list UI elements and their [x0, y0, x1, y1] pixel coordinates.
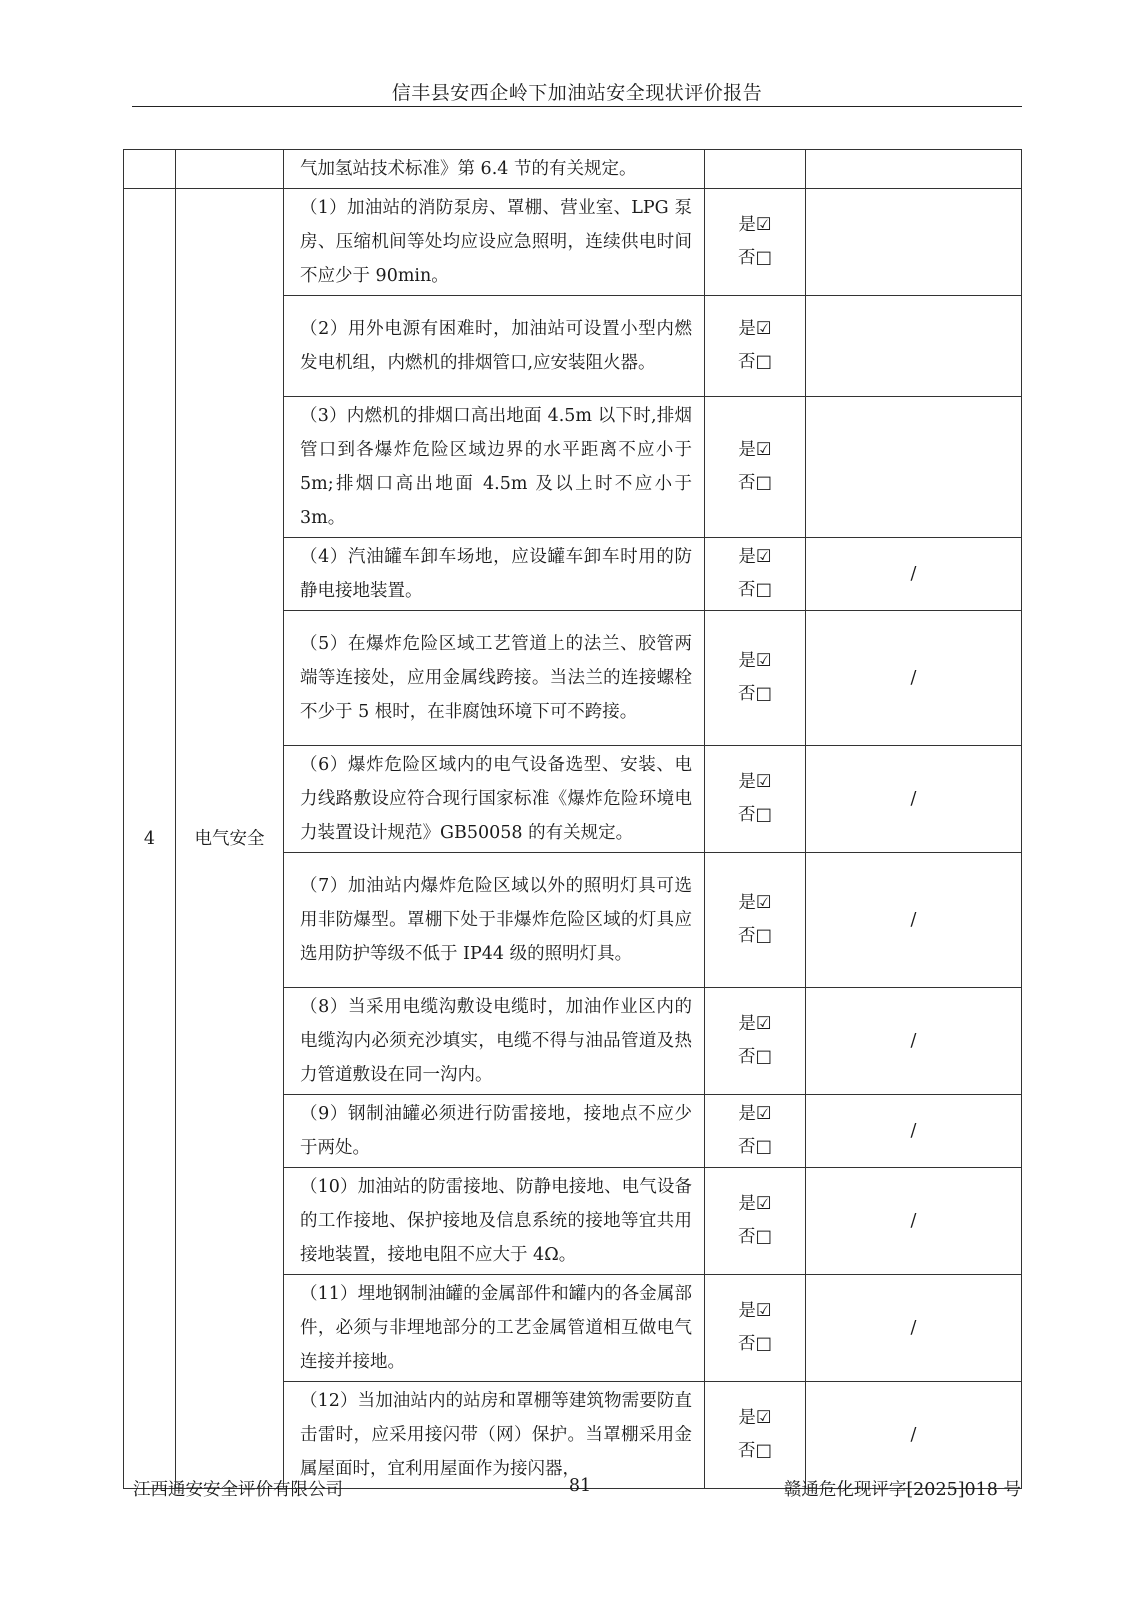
no-checkbox: 否□	[737, 1137, 773, 1157]
yes-checkbox: 是☑	[738, 1194, 772, 1214]
section-number: 4	[124, 189, 176, 1489]
yes-checkbox: 是☑	[738, 772, 772, 792]
yes-checkbox: 是☑	[738, 1014, 772, 1034]
footer-report-code: 赣通危化现评字[2025]018 号	[783, 1480, 1021, 1500]
yes-checkbox: 是☑	[738, 651, 772, 671]
yes-checkbox: 是☑	[738, 893, 772, 913]
check-content: （5）在爆炸危险区域工艺管道上的法兰、胶管两端等连接处，应用金属线跨接。当法兰的连接螺栓不少于 5 根时，在非腐蚀环境下可不跨接。	[284, 611, 705, 746]
remark-cell: /	[806, 1095, 1022, 1168]
result-cell	[705, 397, 806, 538]
remark-cell: /	[806, 1168, 1022, 1275]
category-cell	[176, 150, 284, 189]
no-checkbox: 否□	[737, 1227, 773, 1247]
result-cell	[705, 150, 806, 189]
page-header-title: 信丰县安西企岭下加油站安全现状评价报告	[391, 82, 763, 104]
check-content: （7）加油站内爆炸危险区域以外的照明灯具可选用非防爆型。罩棚下处于非爆炸危险区域的灯具应选用防护等级不低于 IP44 级的照明灯具。	[284, 853, 705, 988]
check-content: 气加氢站技术标准》第 6.4 节的有关规定。	[284, 150, 705, 189]
evaluation-table	[123, 149, 1022, 1489]
remark-cell: /	[806, 1275, 1022, 1382]
yes-checkbox: 是☑	[738, 547, 772, 567]
yes-checkbox: 是☑	[738, 1104, 772, 1124]
check-content: （10）加油站的防雷接地、防静电接地、电气设备的工作接地、保护接地及信息系统的接地等宜共用接地装置，接地电阻不应大于 4Ω。	[284, 1168, 705, 1275]
yes-checkbox: 是☑	[738, 319, 772, 339]
check-content: （9）钢制油罐必须进行防雷接地，接地点不应少于两处。	[284, 1095, 705, 1168]
result-cell	[705, 746, 806, 853]
no-checkbox: 否□	[737, 352, 773, 372]
check-content: （3）内燃机的排烟口高出地面 4.5m 以下时,排烟管口到各爆炸危险区域边界的水平距离不应小于 5m;排烟口高出地面 4.5m 及以上时不应小于 3m。	[284, 397, 705, 538]
check-content: （11）埋地钢制油罐的金属部件和罐内的各金属部件，必须与非埋地部分的工艺金属管道相互做电气连接并接地。	[284, 1275, 705, 1382]
yes-checkbox: 是☑	[738, 1408, 772, 1428]
remark-cell: /	[806, 1382, 1022, 1489]
index-cell	[124, 150, 176, 189]
footer-company: 江西通安安全评价有限公司	[133, 1480, 343, 1500]
result-cell	[705, 1168, 806, 1275]
result-cell	[705, 538, 806, 611]
check-content: （4）汽油罐车卸车场地，应设罐车卸车时用的防静电接地装置。	[284, 538, 705, 611]
check-content: （6）爆炸危险区域内的电气设备选型、安装、电力线路敷设应符合现行国家标准《爆炸危险环境电力装置设计规范》GB50058 的有关规定。	[284, 746, 705, 853]
remark-cell	[806, 296, 1022, 397]
remark-cell: /	[806, 538, 1022, 611]
no-checkbox: 否□	[737, 926, 773, 946]
check-content: （12）当加油站内的站房和罩棚等建筑物需要防直击雷时，应采用接闪带（网）保护。当罩棚采用金属屋面时，宜利用屋面作为接闪器，	[284, 1382, 705, 1489]
no-checkbox: 否□	[737, 1334, 773, 1354]
result-cell	[705, 853, 806, 988]
yes-checkbox: 是☑	[738, 215, 772, 235]
result-cell	[705, 296, 806, 397]
table-row	[124, 189, 1022, 296]
remark-cell: /	[806, 611, 1022, 746]
remark-cell: /	[806, 853, 1022, 988]
check-content: （1）加油站的消防泵房、罩棚、营业室、LPG 泵房、压缩机间等处均应设应急照明，连续供电时间不应少于 90min。	[284, 189, 705, 296]
result-cell	[705, 1095, 806, 1168]
no-checkbox: 否□	[737, 805, 773, 825]
footer-page-number: 81	[568, 1476, 592, 1496]
table-row	[124, 150, 1022, 189]
result-cell	[705, 1382, 806, 1489]
remark-cell	[806, 189, 1022, 296]
section-name: 电气安全	[176, 189, 284, 1489]
yes-checkbox: 是☑	[738, 440, 772, 460]
remark-cell	[806, 397, 1022, 538]
result-cell	[705, 189, 806, 296]
no-checkbox: 否□	[737, 473, 773, 493]
check-content: （2）用外电源有困难时，加油站可设置小型内燃发电机组，内燃机的排烟管口,应安装阻火器。	[284, 296, 705, 397]
no-checkbox: 否□	[737, 1441, 773, 1461]
result-cell	[705, 1275, 806, 1382]
remark-cell: /	[806, 746, 1022, 853]
remark-cell	[806, 150, 1022, 189]
no-checkbox: 否□	[737, 684, 773, 704]
no-checkbox: 否□	[737, 1047, 773, 1067]
header-divider	[132, 106, 1022, 107]
no-checkbox: 否□	[737, 580, 773, 600]
result-cell	[705, 988, 806, 1095]
result-cell	[705, 611, 806, 746]
remark-cell: /	[806, 988, 1022, 1095]
no-checkbox: 否□	[737, 248, 773, 268]
yes-checkbox: 是☑	[738, 1301, 772, 1321]
check-content: （8）当采用电缆沟敷设电缆时，加油作业区内的电缆沟内必须充沙填实，电缆不得与油品管道及热力管道敷设在同一沟内。	[284, 988, 705, 1095]
